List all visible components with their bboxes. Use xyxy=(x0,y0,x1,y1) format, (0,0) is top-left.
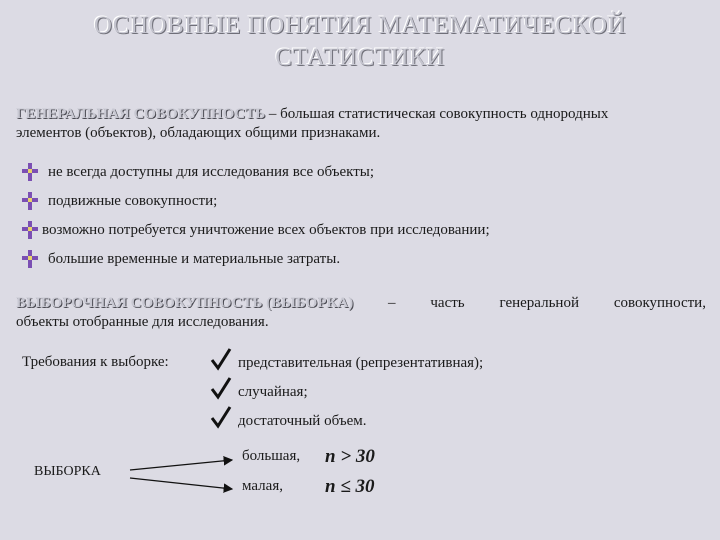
requirement-text: случайная; xyxy=(238,384,308,400)
slide-title-line2: СТАТИСТИКИ xyxy=(275,44,445,71)
general-definition-text1: – большая статистическая совокупность однородных xyxy=(265,106,609,122)
sample-size-label: ВЫБОРКА xyxy=(34,464,101,479)
large-sample-label: большая, xyxy=(242,448,301,464)
small-sample-label: малая, xyxy=(242,478,283,494)
requirement-text: представительная (репрезентативная); xyxy=(238,355,484,371)
general-term: ГЕНЕРАЛЬНАЯ СОВОКУПНОСТЬ xyxy=(16,106,266,122)
arrow-to-large xyxy=(130,460,232,470)
small-sample-expr: n ≤ 30 xyxy=(325,476,375,497)
bullet-text: большие временные и материальные затраты. xyxy=(48,251,341,267)
requirements-label: Требования к выборке: xyxy=(22,354,169,370)
sample-word: генеральной xyxy=(499,295,579,311)
sample-word: – xyxy=(388,295,396,311)
sample-word: совокупности, xyxy=(613,295,706,311)
sample-term: ВЫБОРОЧНАЯ СОВОКУПНОСТЬ (ВЫБОРКА) xyxy=(16,295,354,311)
slide-title-line1: ОСНОВНЫЕ ПОНЯТИЯ МАТЕМАТИЧЕСКОЙ xyxy=(93,12,627,39)
bullet-text: подвижные совокупности; xyxy=(48,193,218,209)
sample-definition-line2: объекты отобранные для исследования. xyxy=(16,314,269,330)
sample-word: часть xyxy=(430,295,465,311)
bullet-text: не всегда доступны для исследования все объекты; xyxy=(48,164,375,180)
bullet-text: возможно потребуется уничтожение всех объектов при исследовании; xyxy=(42,222,490,238)
large-sample-expr: n > 30 xyxy=(325,446,375,467)
requirement-text: достаточный объем. xyxy=(238,413,367,429)
general-definition-line2: элементов (объектов), обладающих общими признаками. xyxy=(16,125,381,141)
arrow-to-small xyxy=(130,478,232,489)
